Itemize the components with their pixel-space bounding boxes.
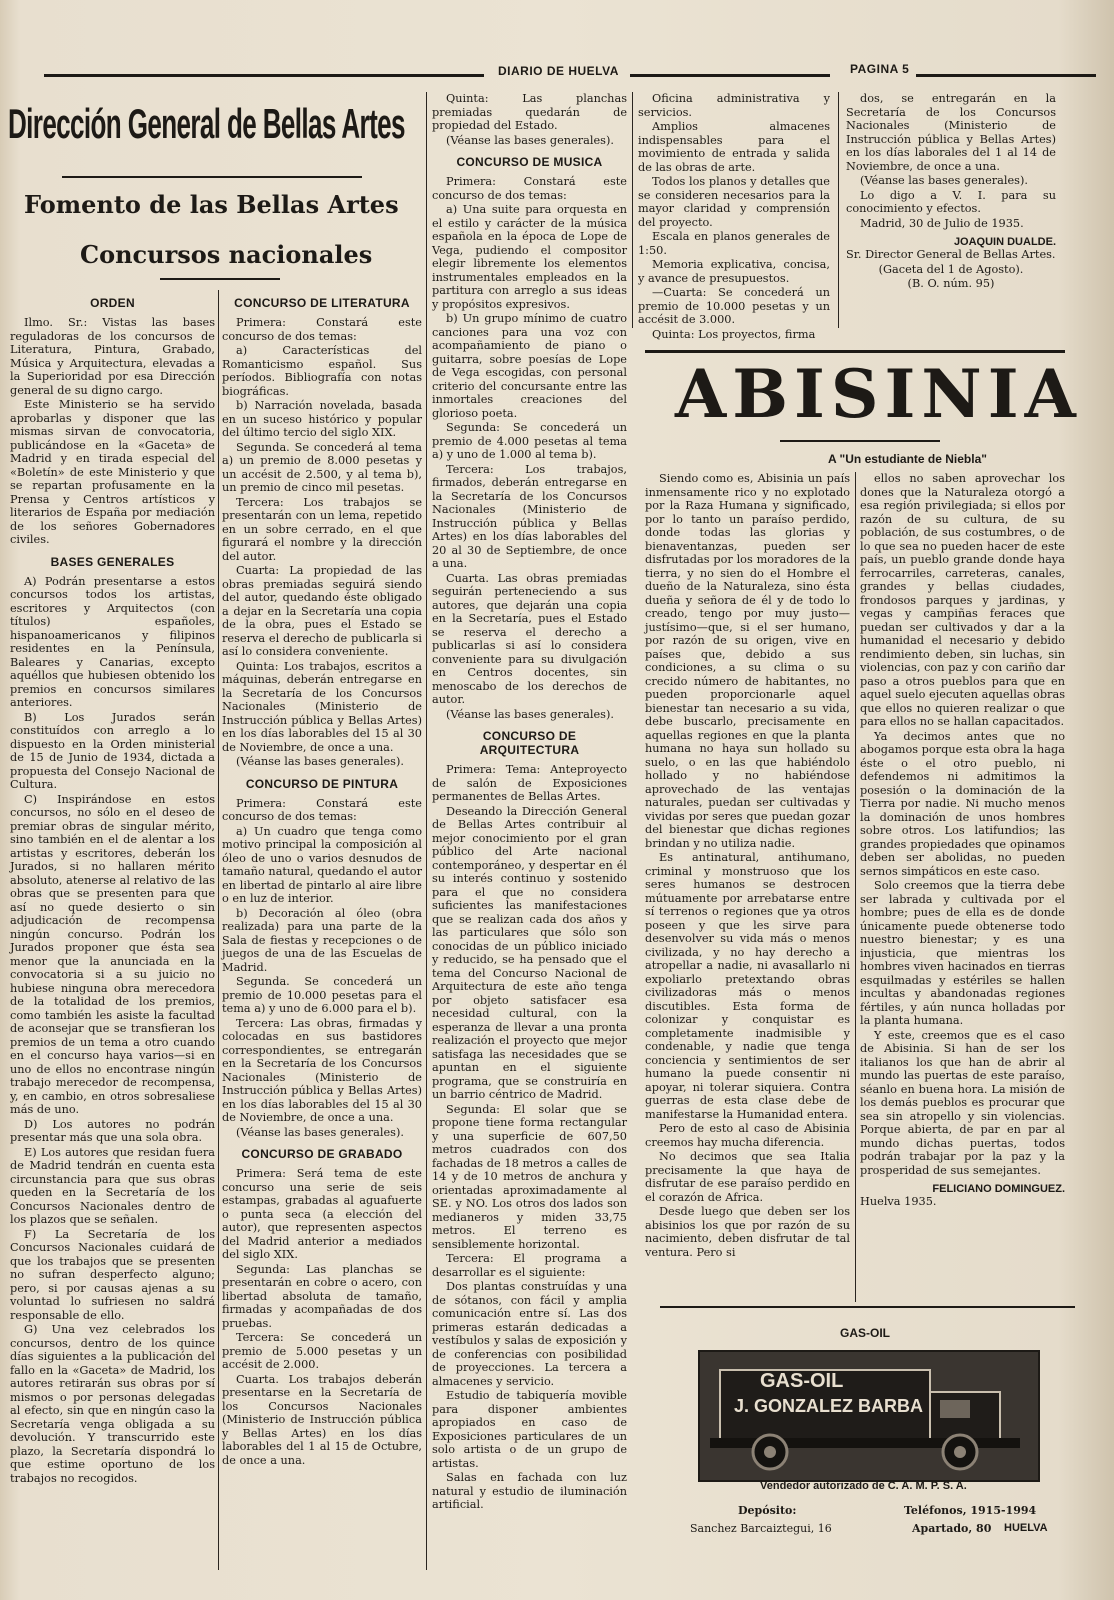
heading-bases-generales: BASES GENERALES <box>50 554 175 569</box>
paragraph: Estudio de tabiquería movible para disponer ambientes apropiados en caso de Exposiciones particulares de un solo artista o de un grupo de artistas. <box>432 1389 627 1470</box>
signature-dualde: JOAQUIN DUALDE. <box>953 236 1056 248</box>
header-rule-right <box>916 74 1096 77</box>
paragraph: (Véanse las bases generales). <box>236 755 404 768</box>
paragraph: (Véanse las bases generales). <box>446 707 614 721</box>
paragraph: Solo creemos que la tierra debe ser labrada y cultivada por el hombre; pues de ella es de donde únicamente puede obtenerse todo nuestro bienestar; y es una injusticia, que mientras los hombres viven hacinados en tierras esquilmadas y estériles se hallen incultas y abandonadas regiones fértiles, y aún nunca holladas por la planta humana. <box>860 879 1065 1027</box>
paragraph: F) La Secretaría de los Concursos Nacionales cuidará de que los trabajos que se presenten no sufran desperfecto alguno; pero, si por causas ajenas a su voluntad lo sufriesen no saldrá responsable de ello. <box>10 1227 215 1322</box>
paragraph: B) Los Jurados serán constituídos con arreglo a lo dispuesto en la Orden ministerial de 15 de Junio de 1934, dictada a propuesta del Consejo Nacional de Cultura. <box>10 710 215 791</box>
paragraph: Escala en planos generales de 1:50. <box>638 230 830 257</box>
ad-apartado: Apartado, 80 <box>912 1522 992 1535</box>
paragraph: a) Características del Romanticismo español. Sus períodos. Bibliografía con notas biográficas. <box>222 344 422 398</box>
paragraph: Primera: Constará este concurso de dos temas: <box>222 316 422 343</box>
column-divider <box>218 290 219 1570</box>
column-bases <box>10 288 215 1568</box>
column-divider <box>632 92 633 328</box>
paragraph: b) Narración novelada, basada en un suceso histórico y popular del último tercio del siglo XIX. <box>222 399 422 439</box>
paragraph: A) Podrán presentarse a estos concursos todos los artistas, escritores y Arquitectos (con títulos) españoles, hispanoamericanos y filipinos residentes en la Península, Baleares y Canarias, excepto aquéllos que hubiesen obtenido los premios en concursos similares anteriores. <box>10 574 215 709</box>
paragraph: (Véanse las bases generales). <box>236 1125 404 1139</box>
ad-deposito-address: Sanchez Barcaiztegui, 16 <box>690 1522 832 1535</box>
paragraph: Ilmo. Sr.: Vistas las bases reguladoras de los concursos de Literatura, Pintura, Grabado, Música y Arquitectura, elevadas a la Superioridad por esa Dirección general de su digno cargo. <box>10 316 215 397</box>
paragraph: Lo digo a V. I. para su conocimiento y efectos. <box>846 188 1056 215</box>
paragraph: Tercera: Las obras, firmadas y colocadas en sus bastidores correspondientes, se entregarán en la Secretaría de los Concursos Nacionales (Ministerio de Instrucción pública y Bellas Artes) en los días laborables del 15 al 30 de Noviembre, de once a una. <box>222 1016 422 1124</box>
column-arquitectura-cont <box>638 92 830 341</box>
paragraph: Siendo como es, Abisinia un país inmensamente rico y no explotado por la Raza Humana y significado, por lo tanto un paraíso perdido, donde todas las glorias y bienaventanzas, pueden ser disfrutadas por los moradores de la tierra, y no sien do el Hombre el dueño de la Naturaleza, sino ésta dueña y señora de él y de todo lo creado, tengo por muy justo—justísimo—que, si el ser humano, por razón de su origen, vive en países que, debido a sus condiciones, a su clima o su crecido número de habitantes, no pueden proporcionarle aquel bienestar tan necesario a su vida, debe buscarlo, precisamente en aquellas regiones en que la planta humana no haya sun hollado su suelo, o en las que habiéndolo hollado y no habiéndose aprovechado de las ventajas naturales, puedan ser cultivadas y vividas por seres que puedan gozar del bienestar que dichas regiones brindan y no utiliza nadie. <box>645 472 850 850</box>
paragraph: C) Inspirándose en estos concursos, no sólo en el deseo de premiar obras de singular mérito, sino también en el de alentar a los artistas y escritores, deberán los Jurados, si no hallaren mérito absoluto, atenerse al relativo de las obras que se presenten para que así no quede desierto o sin adjudicación de recompensa ningún concurso. Podrán los Jurados proponer que ésta sea menor que la anunciada en la convocatoria si a su juicio no hubiese ninguna obra merecedora de la totalidad de los premios, como también les asiste la facultad de aconsejar que se transfieran los premios de un tema a otro cuando en el concurso haya varios—si en uno de ellos no encontrase ningún trabajo merecedor de recompensa, y, en cambio, en otros sobresaliese más de uno. <box>10 792 215 1116</box>
abisinia-bottom-rule <box>780 440 940 442</box>
paragraph: Primera: Tema: Anteproyecto de salón de Exposiciones permanentes de Bellas Artes. <box>432 763 627 803</box>
ad-vendor: Vendedor autorizado de C. A. M. P. S. A. <box>760 1480 967 1492</box>
paragraph: Segunda: El solar que se propone tiene forma rectangular y una superficie de 607,50 metros cuadrados con dos fachadas de 18 metros a calles de 14 y de 10 metros de anchura y orientadas aproximadamente al SE. y NO. Los otros dos lados son medianeros y miden 33,75 metros. El terreno es sensiblemente horizontal. <box>432 1102 627 1251</box>
column-literatura-pintura-grabado <box>222 288 422 1568</box>
ad-heading: GAS-OIL <box>840 1326 890 1340</box>
header-rule-mid <box>630 74 830 77</box>
paragraph: Segunda. Se concederá un premio de 10.000 pesetas para el tema a) y uno de 6.000 para el b). <box>222 975 422 1015</box>
paragraph: Tercera: Los trabajos se presentarán con un lema, repetido en un sobre cerrado, en el que figurará el nombre y la dirección del autor. <box>222 495 422 563</box>
ad-truck-image <box>698 1350 1040 1482</box>
column-musica-arquitectura <box>432 92 627 1568</box>
paragraph: Pero de esto al caso de Abisinia creemos hay mucha diferencia. <box>645 1122 850 1149</box>
paragraph: G) Una vez celebrados los concursos, dentro de los quince días siguientes a la publicación del fallo en la «Gaceta» de Madrid, los autores retirarán sus obras por sí mismos o por personas delegadas al efecto, sin que en ningún caso la Secretaría venga obligada a su devolución. Y transcurrido este plazo, la Secretaría dispondrá lo que estime oportuno de los trabajos no recogidos. <box>10 1323 215 1485</box>
paragraph: Quinta: Las planchas premiadas quedarán de propiedad del Estado. <box>432 92 627 132</box>
paragraph: Quinta: Los proyectos, firma <box>652 327 816 341</box>
heading-literatura: CONCURSO DE LITERATURA <box>234 296 410 310</box>
heading-musica: CONCURSO DE MUSICA <box>456 155 603 169</box>
paragraph: dos, se entregarán en la Secretaría de los Concursos Nacionales (Ministerio de Instrucción pública y Bellas Artes) en los días laborales del 1 al 14 de Noviembre, de once a una. <box>846 92 1056 173</box>
paragraph: a) Un cuadro que tenga como motivo principal la composición al óleo de uno o varios desnudos de tamaño natural, quedando el autor en libertad de pintarlo al aire libre o en luz de interior. <box>222 824 422 905</box>
heading-pintura: CONCURSO DE PINTURA <box>245 776 399 791</box>
paragraph: Tercera: Los trabajos, firmados, deberán entregarse en la Secretaría de los Concursos Nacionales (Ministerio de Instrucción pública y Bellas Artes) en los días laborables del 20 al 30 de Septiembre, de once a una. <box>432 462 627 570</box>
paragraph: b) Decoración al óleo (obra realizada) para una parte de la Sala de fiestas y recepciones o de juegos de una de las Escuelas de Madrid. <box>222 906 422 974</box>
subtitle-rule <box>160 278 280 280</box>
ad-top-rule <box>660 1306 1075 1308</box>
column-divider <box>838 92 839 328</box>
paragraph: Este Ministerio se ha servido aprobarlas y disponer que las mismas sirvan de convocatoria, publicándose en la «Gaceta» de Madrid y en tirada especial del «Boletín» de este Ministerio y que se repartan profusamente en la Prensa y Centros artísticos y literarios de España por mediación de los señores Gobernadores civiles. <box>10 398 215 546</box>
paragraph: a) Una suite para orquesta en el estilo y carácter de la música española en la época de Lope de Vega, pudiendo el compositor elegir libremente los elementos instrumentales empleados en la partitura con arreglo a sus ideas y propósitos expresivos. <box>432 203 627 311</box>
truck-sign-top: GAS-OIL <box>760 1370 844 1392</box>
subtitle: Fomento de las Bellas Artes <box>24 190 399 219</box>
paragraph: Todos los planos y detalles que se consideren necesarios para la mayor claridad y comprensión del proyecto. <box>638 175 830 229</box>
heading-orden: ORDEN <box>90 296 135 310</box>
paragraph: Quinta: Los trabajos, escritos a máquinas, deberán entregarse en la Secretaría de los Concursos Nacionales (Ministerio de Instrucción pública y Bellas Artes) en los días laborables del 15 al 30 de Noviembre, de once a una. <box>222 659 422 754</box>
paragraph: ellos no saben aprovechar los dones que la Naturaleza otorgó a esa región privilegiada; si ellos por razón de su cultura, de su población, de sus costumbres, o de lo que sea no pueden hacer de este país, un pueblo grande donde haya ferrocarriles, carreteras, canales, grandes y bellas ciudades, frondosos parques y jardinas, y vegas y campiñas feraces que puedan ser cultivados y dar a la humanidad el necesario y debido rendimiento deben, sin luchas, sin violencias, con paz y con cariño dar paso a otros pueblos para que en aquel suelo ejecuten aquellas obras que ellos no quieren realizar o que para ellos no se hallan capacitados. <box>860 472 1065 728</box>
title-rule <box>62 176 362 178</box>
paragraph: Tercera: El programa a desarrollar es el siguiente: <box>432 1252 627 1279</box>
ad-telefonos: Teléfonos, 1915-1994 <box>904 1504 1037 1517</box>
abisinia-byline: A "Un estudiante de Niebla" <box>828 452 987 466</box>
ad-city: HUELVA <box>1004 1522 1048 1534</box>
abisinia-headline: ABISINIA <box>675 355 1082 433</box>
column-abisinia-right <box>860 472 1065 1302</box>
paragraph: Y este, creemos que es el caso de Abisinia. Si han de ser los italianos los que han de abrir al mundo las puertas de este paraíso, séanlo en buena hora. La misión de los demás pueblos es procurar que sea sin atropello y sin violencias. Porque abierta, de par en par al mundo dichas puertas, todos podrán trabajar por la paz y la prosperidad de sus semejantes. <box>860 1028 1065 1177</box>
paragraph: Sr. Director General de Bellas Artes. <box>846 248 1056 261</box>
page-number: PAGINA 5 <box>850 62 910 76</box>
paragraph: Ya decimos antes que no abogamos porque esta obra la haga éste o el otro pueblo, ni defendemos ni admitimos la posesión o la dominación de la Tierra por nadie. Ni mucho menos la dominación de unos hombres sobre otros. Los latifundios; las grandes propiedades que opinamos deben ser abolidas, no pueden sernos simpáticos en este caso. <box>860 729 1065 878</box>
paragraph: Es antinatural, antihumano, criminal y monstruoso que los seres humanos se destrocen mútuamente por arrebatarse entre sí terrenos o regiones que ya otros poseen y que les sirve para desenvolver su vida más o menos civilizada, y no hay derecho a atropellar a nadie, ni avasallarlo ni expoliarlo pretextando obras civilizadoras más o menos discutibles. Esta forma de colonizar y conquistar es completamente inadmisible y condenable, y nadie que tenga conciencia y sentimientos de ser humano la puede consentir ni apoyar, ni tolerar siquiera. Contra guerras de esta clase debe de manifestarse la Humanidad entera. <box>645 851 850 1121</box>
paragraph: Segunda: Se concederá un premio de 4.000 pesetas al tema a) y uno de 1.000 al tema b). <box>432 421 627 461</box>
paragraph: No decimos que sea Italia precisamente la que haya de disfrutar de ese paraíso perdido en el corazón de Africa. <box>645 1150 850 1204</box>
paragraph: Cuarta. Los trabajos deberán presentarse en la Secretaría de los Concursos Nacionales (Ministerio de Instrucción pública y Bellas Artes) en los días laborables del 1 al 15 de Octubre, de once a una. <box>222 1372 422 1467</box>
paragraph: Salas en fachada con luz natural y estudio de iluminación artificial. <box>432 1471 627 1511</box>
paragraph: —Cuarta: Se concederá un premio de 10.000 pesetas y un accésit de 3.000. <box>638 286 830 326</box>
subtitle-concursos: Concursos nacionales <box>80 240 373 269</box>
heading-grabado: CONCURSO DE GRABADO <box>241 1147 403 1161</box>
truck-sign-name: J. GONZALEZ BARBA <box>734 1396 923 1416</box>
paragraph: E) Los autores que residan fuera de Madrid tendrán en cuenta esta circunstancia para que sus obras queden en la Secretaría de los Concursos Nacionales dentro de los plazos que se señalen. <box>10 1145 215 1226</box>
paragraph: (Gaceta del 1 de Agosto). <box>878 262 1024 276</box>
signature-dominguez: FELICIANO DOMINGUEZ. <box>932 1183 1065 1195</box>
paragraph: Primera: Constará este concurso de dos temas: <box>432 175 627 202</box>
paragraph: Segunda. Se concederá al tema a) un premio de 8.000 pesetas y un accésit de 2.500, y al tema b), un premio de cinco mil pesetas. <box>222 440 422 494</box>
abisinia-top-rule <box>645 350 1065 353</box>
column-divider <box>426 92 427 1570</box>
paragraph: Dos plantas construídas y una de sótanos, con fácil y amplia comunicación entre sí. Las dos primeras estarán dedicadas a vestíbulos y salas de exposición y de conferencias con posibilidad de proyecciones. La tercera a almacenes y servicio. <box>432 1280 627 1388</box>
ad-deposito-label: Depósito: <box>738 1504 797 1517</box>
column-abisinia-left <box>645 472 850 1302</box>
paragraph: (B. O. núm. 95) <box>907 277 995 290</box>
place-date: Huelva 1935. <box>860 1195 937 1208</box>
paragraph: Oficina administrativa y servicios. <box>638 92 830 119</box>
paragraph: Memoria explicativa, concisa, y avance de presupuestos. <box>638 258 830 285</box>
section-title: Dirección General de Bellas Artes <box>8 100 405 147</box>
paragraph: Primera: Será tema de este concurso una serie de seis estampas, grabadas al aguafuerte o punta seca (a elección del autor), que representen aspectos del Madrid anterior a mediados del siglo XIX. <box>222 1167 422 1261</box>
paragraph: Deseando la Dirección General de Bellas Artes contribuir al mejor conocimiento por el gran público del Arte nacional contemporáneo, y despertar en él su interés continuo y sostenido para el que no considera suficientes las manifestaciones que se realizan cada dos años y las particulares que sólo son conocidas de un público iniciado y reducido, se ha pensado que el tema del Concurso Nacional de Arquitectura de este año tenga por objeto satisfacer esa necesidad cultural, con la esperanza de llevar a una pronta realización el proyecto que mejor satisfaga las necesidades que se apuntan en el siguiente programa, que se construiría en un barrio céntrico de Madrid. <box>432 804 627 1101</box>
paragraph: Desde luego que deben ser los abisinios los que por razón de su nacimiento, deben disfrutar de tal ventura. Pero si <box>645 1205 850 1259</box>
paragraph: Tercera: Se concederá un premio de 5.000 pesetas y un accésit de 2.000. <box>222 1331 422 1371</box>
paragraph: Amplios almacenes indispensables para el movimiento de entrada y salida de las obras de arte. <box>638 120 830 174</box>
paragraph: Cuarta. Las obras premiadas seguirán perteneciendo a sus autores, que dejarán una copia en la Secretaría, pues el Estado se reserva el derecho a publicarlas si así lo considera conveniente para su divulgación en Centros docentes, sin menoscabo de los derechos de autor. <box>432 571 627 706</box>
paragraph: Madrid, 30 de Julio de 1935. <box>860 216 1024 230</box>
paragraph: Segunda: Las planchas se presentarán en cobre o acero, con libertad absoluta de tamaño, firmadas y acompañadas de dos pruebas. <box>222 1262 422 1330</box>
heading-arquitectura: CONCURSO DE ARQUITECTURA <box>479 729 580 757</box>
paragraph: b) Un grupo mínimo de cuatro canciones para una voz con acompañamiento de piano o guitarra, sobre poesías de Lope de Vega escogidas, con personal criterio del concursante entre las inmortales creaciones del glorioso poeta. <box>432 312 627 420</box>
column-divider <box>855 472 856 1302</box>
column-orden-cierre <box>846 92 1056 332</box>
paragraph: D) Los autores no podrán presentar más que una sola obra. <box>10 1117 215 1144</box>
header-rule-left <box>44 74 484 77</box>
paragraph: Primera: Constará este concurso de dos temas: <box>222 796 422 823</box>
paragraph: Cuarta: La propiedad de las obras premiadas seguirá siendo del autor, quedando éste obligado a dejar en la Secretaría una copia de la obra, pues el Estado se reserva el derecho de publicarla si así lo considera conveniente. <box>222 564 422 658</box>
paragraph: (Véanse las bases generales). <box>446 133 614 147</box>
masthead-paper-name: DIARIO DE HUELVA <box>498 64 619 78</box>
paragraph: (Véanse las bases generales). <box>860 174 1028 187</box>
